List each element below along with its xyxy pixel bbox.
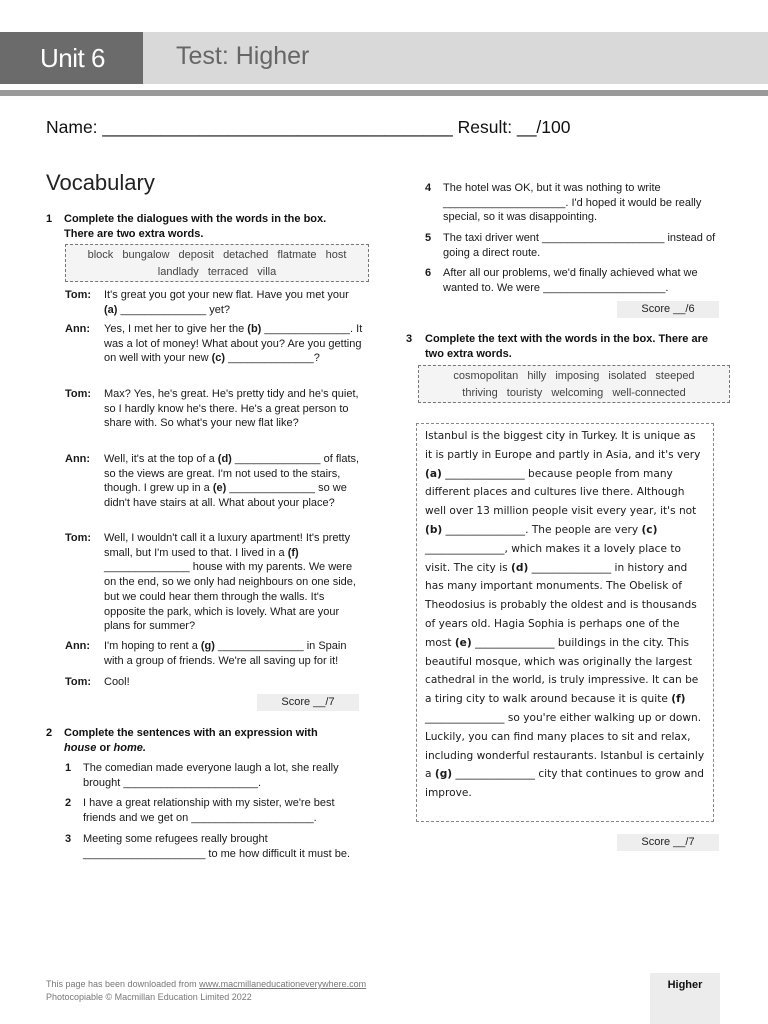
reading-text: Istanbul is the biggest city in Turkey. It is unique as it is partly in Europe and partly in Asia, and it's very (a) _______________ because people from many different places and cultures live there. Although well over 13 million people visit every year, it's not (b) _______________. The people are very (c) _______________, which makes it a lovely place to visit. The city is (d) _______________ in history and has many important monuments. The Obelisk of Theodosius is probably the oldest and is thousands of years old. Hagia Sophia is perhaps one of the most (e) _______________ buildings in the city. This beautiful mosque, which was originally the largest cathedral in the world, is truly impressive. It can be a tiring city to walk around because it is quite (f) _______________ so you're either walking up or down. Luckily, you can find many places to sit and relax, including wonderful restaurants. Istanbul is certainly a (g) _______________ city that continues to grow and improve. bbox=[416, 423, 714, 822]
q2-instruction: Complete the sentences with an expression with bbox=[64, 727, 318, 739]
unit-label: Unit 6 bbox=[0, 32, 143, 84]
dialogue-line bbox=[65, 288, 365, 317]
speaker: Ann: bbox=[65, 323, 91, 335]
word-flatmate: flatmate bbox=[277, 249, 317, 261]
speaker: Tom: bbox=[65, 388, 92, 400]
q2-word-house: house bbox=[64, 741, 97, 754]
q2-item bbox=[425, 231, 725, 260]
footer-download-text: This page has been downloaded from bbox=[46, 979, 200, 989]
word-landlady: landlady bbox=[157, 266, 199, 278]
q3-score: Score __/7 bbox=[617, 834, 719, 851]
speaker: Ann: bbox=[65, 453, 91, 465]
item-number: 2 bbox=[65, 797, 72, 809]
item-number: 3 bbox=[65, 833, 72, 845]
word-host: host bbox=[325, 249, 347, 261]
name-result-line: Name: ____________________________________ Result: __/100 bbox=[46, 117, 571, 137]
item-text: I have a great relationship with my sister, we're best friends and we get on ____________________. bbox=[83, 797, 335, 824]
item-text: The taxi driver went ____________________ instead of going a direct route. bbox=[443, 232, 716, 259]
q1-word-box bbox=[65, 244, 369, 282]
speaker: Tom: bbox=[65, 676, 92, 688]
dialogue-line bbox=[65, 452, 365, 511]
item-number: 5 bbox=[425, 232, 432, 244]
footer-link[interactable]: www.macmillaneducationeverywhere.com bbox=[199, 979, 367, 989]
item-text: The hotel was OK, but it was nothing to write ____________________. I'd hoped it would be really special, so it was disappointing. bbox=[443, 182, 702, 224]
q2-heading bbox=[46, 726, 346, 755]
q1-number: 1 bbox=[46, 213, 53, 225]
dialogue-line bbox=[65, 675, 365, 690]
item-text: Meeting some refugees really brought ____________________ to me how difficult it must be. bbox=[83, 833, 351, 860]
test-title: Test: Higher bbox=[176, 42, 310, 70]
word-steeped: steeped bbox=[655, 370, 695, 382]
dialogue-text: It's great you got your new flat. Have you met your (a) ______________ yet? bbox=[104, 289, 349, 316]
q1-heading bbox=[46, 212, 346, 241]
word-deposit: deposit bbox=[178, 249, 214, 261]
word-welcoming: welcoming bbox=[551, 387, 604, 399]
word-imposing: imposing bbox=[555, 370, 600, 382]
q2-item bbox=[65, 832, 365, 861]
dialogue-line bbox=[65, 639, 365, 668]
dialogue-text: I'm hoping to rent a (g) ______________ in Spain with a group of friends. We're all saving up for it! bbox=[104, 640, 347, 667]
dialogue-text: Cool! bbox=[104, 676, 130, 688]
word-detached: detached bbox=[223, 249, 269, 261]
q1-score: Score __/7 bbox=[257, 694, 359, 711]
q1-instruction: Complete the dialogues with the words in the box. There are two extra words. bbox=[64, 213, 327, 240]
word-isolated: isolated bbox=[608, 370, 647, 382]
word-touristy: touristy bbox=[506, 387, 543, 399]
speaker: Tom: bbox=[65, 289, 92, 301]
word-block: block bbox=[87, 249, 114, 261]
speaker: Ann: bbox=[65, 640, 91, 652]
q2-number: 2 bbox=[46, 727, 53, 739]
speaker: Tom: bbox=[65, 532, 92, 544]
q2-score: Score __/6 bbox=[617, 301, 719, 318]
section-title: Vocabulary bbox=[46, 170, 155, 195]
dialogue-text: Yes, I met her to give her the (b) ______________. It was a lot of money! What about you? Are you getting on well with your new (c) ______________? bbox=[104, 323, 363, 365]
footer bbox=[46, 978, 366, 1003]
q2-item bbox=[65, 796, 365, 825]
dialogue-text: Well, it's at the top of a (d) ______________ of flats, so the views are great. I'm not used to the stairs, though. I grew up in a (e) ______________ so we didn't have stairs at all. What about your place? bbox=[104, 453, 360, 510]
q3-word-box bbox=[418, 365, 730, 403]
item-number: 4 bbox=[425, 182, 432, 194]
dialogue-text: Max? Yes, he's great. He's pretty tidy and he's quiet, so I hardly know he's there. He's a great person to share with. So what's your new flat like? bbox=[104, 388, 359, 430]
dialogue-text: Well, I wouldn't call it a luxury apartment! It's pretty small, but I'm used to that. I lived in a (f) ______________ house with my parents. We were on the end, so we only had neighbours on one side, but we could hear them through the walls. It's opposite the park, which is lovely. What are your plans for summer? bbox=[104, 532, 356, 633]
dialogue-line bbox=[65, 387, 365, 431]
q2-word-home: home. bbox=[113, 741, 146, 754]
q3-heading bbox=[406, 332, 726, 361]
item-text: After all our problems, we'd finally achieved what we wanted to. We were ____________________. bbox=[443, 267, 698, 294]
q2-item bbox=[425, 266, 725, 295]
word-terraced: terraced bbox=[207, 266, 249, 278]
item-text: The comedian made everyone laugh a lot, she really brought ______________________. bbox=[83, 762, 339, 789]
word-cosmopolitan: cosmopolitan bbox=[453, 370, 519, 382]
item-number: 1 bbox=[65, 762, 72, 774]
q2-or: or bbox=[99, 741, 111, 754]
dialogue-line bbox=[65, 322, 365, 366]
level-badge: Higher bbox=[650, 973, 720, 1024]
q2-item bbox=[425, 181, 725, 225]
q3-number: 3 bbox=[406, 333, 413, 345]
footer-copyright: Photocopiable © Macmillan Education Limited 2022 bbox=[46, 991, 252, 1002]
word-villa: villa bbox=[257, 266, 277, 278]
word-hilly: hilly bbox=[527, 370, 547, 382]
word-well-connected: well-connected bbox=[612, 387, 686, 399]
header-rule bbox=[0, 90, 768, 96]
dialogue-line bbox=[65, 531, 365, 634]
q2-item bbox=[65, 761, 365, 790]
item-number: 6 bbox=[425, 267, 432, 279]
word-bungalow: bungalow bbox=[122, 249, 170, 261]
word-thriving: thriving bbox=[462, 387, 498, 399]
q3-instruction: Complete the text with the words in the box. There are two extra words. bbox=[425, 333, 708, 360]
